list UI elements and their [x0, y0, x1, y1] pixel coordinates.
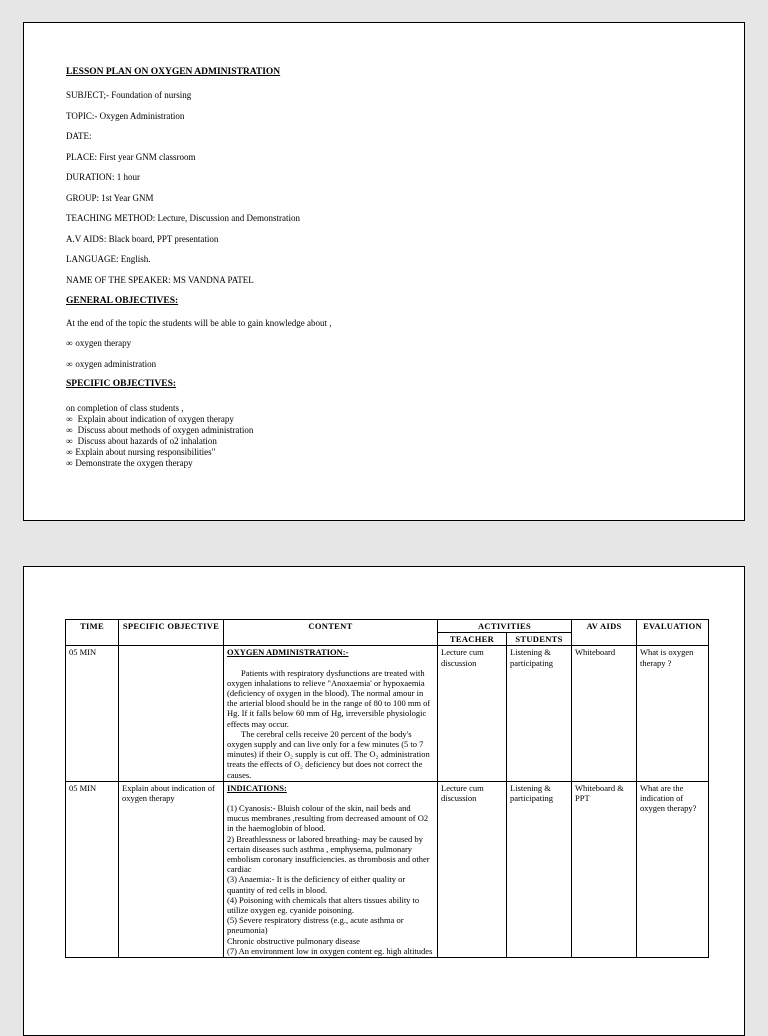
cell-time: 05 MIN	[66, 781, 119, 957]
cell-av-aids: Whiteboard & PPT	[572, 781, 637, 957]
table-row	[66, 646, 709, 781]
header-content: CONTENT	[224, 620, 438, 646]
field-group: GROUP: 1st Year GNM	[66, 193, 154, 203]
header-av-aids: AV AIDS	[572, 620, 637, 646]
specific-objectives-heading: SPECIFIC OBJECTIVES:	[66, 379, 177, 389]
specific-objective-item: ∞ Explain about nursing responsibilities"	[66, 447, 215, 458]
cell-content	[224, 781, 438, 957]
table-row	[66, 781, 709, 957]
header-activities: ACTIVITIES	[438, 620, 572, 633]
cell-evaluation: What are the indication of oxygen therapy?	[637, 781, 709, 957]
header-teacher: TEACHER	[438, 633, 507, 646]
content-paragraph: Patients with respiratory dysfunctions are treated with oxygen inhalations to relieve "Anoxaemia' or hypoxaemia (deficiency of oxygen in the blood). The normal amour in the arterial blood should be in the range of 80 to 100 mm of Hg. If it falls below 60 mm of Hg, irreversible physiologic effects may occur.	[227, 667, 431, 729]
content-paragraph: The cerebral cells receive 20 percent of the body's oxygen supply and can live only for a few minutes (5 to 7 minutes) if their O₂ supply is cut off. The O₂ administration treats the effects of O₂ deficiency but does not correct the causes.	[227, 728, 430, 780]
field-av-aids: A.V AIDS: Black board, PPT presentation	[66, 234, 219, 244]
specific-objectives-intro: on completion of class students ,	[66, 403, 184, 413]
document-page-1	[23, 22, 745, 521]
specific-objective-item: ∞ Demonstrate the oxygen therapy	[66, 458, 193, 469]
header-time: TIME	[66, 620, 119, 646]
field-language: LANGUAGE: English.	[66, 254, 151, 264]
cell-objective	[119, 646, 224, 781]
content-line: Chronic obstructive pulmonary disease	[227, 935, 360, 946]
content-line: (3) Anaemia:- It is the deficiency of either quality or quantity of red cells in blood.	[227, 874, 406, 895]
specific-objective-item: ∞ Discuss about methods of oxygen administration	[66, 425, 253, 436]
header-students: STUDENTS	[507, 633, 572, 646]
cell-students: Listening & participating	[507, 781, 572, 957]
content-line: 2) Breathlessness or labored breathing- may be caused by certain diseases such asthma , emphysema, pulmonary embolism coronary insufficiencies. as thrombosis and other cardiac	[227, 833, 430, 875]
general-objective-item: ∞ oxygen therapy	[66, 338, 131, 349]
field-subject: SUBJECT;- Foundation of nursing	[66, 90, 192, 100]
cell-teacher: Lecture cum discussion	[438, 781, 507, 957]
field-teaching-method: TEACHING METHOD: Lecture, Discussion and Demonstration	[66, 213, 300, 223]
field-date: DATE:	[66, 131, 92, 141]
cell-students: Listening & participating	[507, 646, 572, 781]
field-duration: DURATION: 1 hour	[66, 172, 140, 182]
cell-content	[224, 646, 438, 781]
content-line: (5) Severe respiratory distress (e.g., acute asthma or pneumonia)	[227, 915, 404, 936]
content-line: (4) Poisoning with chemicals that alters tissues ability to utilize oxygen eg. cyanide poisoning.	[227, 894, 420, 916]
content-line: (7) An environment low in oxygen content eg. high altitudes	[227, 945, 433, 956]
content-line: (1) Cyanosis:- Bluish colour of the skin, nail beds and mucus membranes ,resulting from decreased amount of O2 in the haemoglobin of blood.	[227, 803, 429, 834]
field-speaker: NAME OF THE SPEAKER: MS VANDNA PATEL	[66, 275, 254, 285]
field-place: PLACE: First year GNM classroom	[66, 152, 196, 162]
field-topic: TOPIC:- Oxygen Administration	[66, 111, 185, 121]
document-page-2	[23, 566, 745, 1036]
cell-av-aids: Whiteboard	[572, 646, 637, 781]
general-objectives-intro: At the end of the topic the students will be able to gain knowledge about ,	[66, 318, 332, 328]
general-objective-item: ∞ oxygen administration	[66, 359, 156, 370]
lesson-plan-table	[65, 619, 709, 958]
cell-evaluation: What is oxygen therapy ?	[637, 646, 709, 781]
cell-time: 05 MIN	[66, 646, 119, 781]
header-specific-objective: SPECIFIC OBJECTIVE	[119, 620, 224, 646]
specific-objective-item: ∞ Discuss about hazards of o2 inhalation	[66, 436, 217, 447]
header-evaluation: EVALUATION	[637, 620, 709, 646]
document-title: LESSON PLAN ON OXYGEN ADMINISTRATION	[66, 67, 281, 77]
cell-objective: Explain about indication of oxygen therapy	[119, 781, 224, 957]
cell-teacher: Lecture cum discussion	[438, 646, 507, 781]
specific-objective-item: ∞ Explain about indication of oxygen therapy	[66, 414, 234, 425]
general-objectives-heading: GENERAL OBJECTIVES:	[66, 296, 179, 306]
content-heading: OXYGEN ADMINISTRATION:-	[227, 647, 349, 658]
content-heading: INDICATIONS:	[227, 782, 287, 793]
